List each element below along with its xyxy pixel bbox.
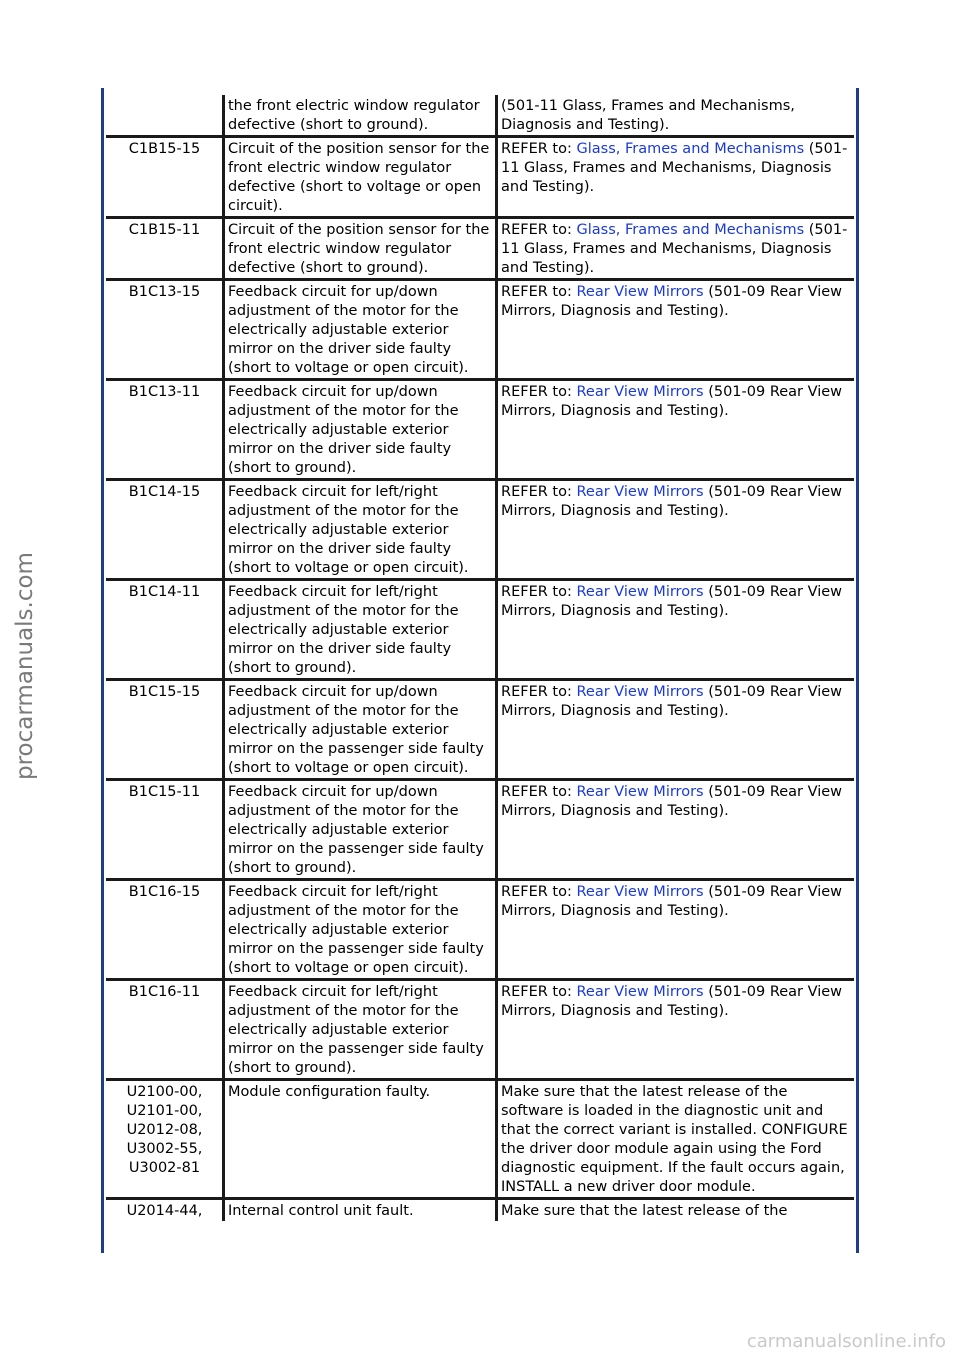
action-text: REFER to: (501, 784, 577, 800)
action-reference-text: (501-11 Glass, Frames and Mechanisms, Diagnosis and Testing). (501, 222, 848, 276)
dtc-condition: Feedback circuit for left/right adjustment of the motor for the electrically adjustable exterior mirror on the passenger side faulty (short to voltage or open circuit). (224, 880, 497, 980)
refer-link[interactable]: Rear View Mirrors (576, 484, 704, 500)
dtc-condition: the front electric window regulator defective (short to ground). (224, 95, 497, 137)
dtc-condition: Feedback circuit for up/down adjustment of the motor for the electrically adjustable exterior mirror on the driver side faulty (short to voltage or open circuit). (224, 280, 497, 380)
action-reference-text: (501-11 Glass, Frames and Mechanisms, Diagnosis and Testing). (501, 141, 848, 195)
dtc-condition: Feedback circuit for up/down adjustment of the motor for the electrically adjustable exterior mirror on the passenger side faulty (short to ground). (224, 780, 497, 880)
dtc-code: B1C14-11 (106, 580, 224, 680)
dtc-action (497, 137, 855, 218)
dtc-code: B1C16-11 (106, 980, 224, 1080)
dtc-condition: Feedback circuit for left/right adjustment of the motor for the electrically adjustable exterior mirror on the passenger side faulty (short to ground). (224, 980, 497, 1080)
action-text: REFER to: (501, 584, 577, 600)
dtc-code: B1C16-15 (106, 880, 224, 980)
action-reference-text: (501-09 Rear View Mirrors, Diagnosis and Testing). (501, 584, 843, 619)
table-row (106, 880, 854, 980)
action-text: REFER to: (501, 384, 577, 400)
action-text: Make sure that the latest release of the (501, 1203, 788, 1219)
dtc-action (497, 480, 855, 580)
dtc-condition: Feedback circuit for left/right adjustment of the motor for the electrically adjustable exterior mirror on the driver side faulty (short to voltage or open circuit). (224, 480, 497, 580)
dtc-action (497, 95, 855, 137)
dtc-action (497, 1080, 855, 1199)
dtc-code: B1C13-15 (106, 280, 224, 380)
action-text: REFER to: (501, 984, 577, 1000)
action-reference-text: (501-09 Rear View Mirrors, Diagnosis and Testing). (501, 284, 843, 319)
dtc-table (106, 95, 854, 1221)
refer-link[interactable]: Rear View Mirrors (576, 884, 704, 900)
action-text: Make sure that the latest release of the software is loaded in the diagnostic unit and that the correct variant is installed. CONFIGURE the driver door module again using the Ford diagnostic equipment. If the fault occurs again, INSTALL a new driver door module. (501, 1084, 848, 1195)
action-reference-text: (501-09 Rear View Mirrors, Diagnosis and Testing). (501, 484, 843, 519)
dtc-action (497, 680, 855, 780)
table-row (106, 137, 854, 218)
refer-link[interactable]: Rear View Mirrors (576, 584, 704, 600)
page-right-rule (856, 88, 859, 1253)
dtc-action (497, 380, 855, 480)
action-reference-text: (501-09 Rear View Mirrors, Diagnosis and Testing). (501, 384, 843, 419)
dtc-action (497, 880, 855, 980)
table-row (106, 680, 854, 780)
dtc-condition: Internal control unit fault. (224, 1199, 497, 1222)
table-row (106, 1199, 854, 1222)
page-left-rule (101, 88, 104, 1253)
dtc-condition: Circuit of the position sensor for the front electric window regulator defective (short to voltage or open circuit). (224, 137, 497, 218)
dtc-action (497, 580, 855, 680)
table-row (106, 480, 854, 580)
dtc-code: C1B15-15 (106, 137, 224, 218)
refer-link[interactable]: Rear View Mirrors (576, 384, 704, 400)
table-row (106, 218, 854, 280)
action-reference-text: (501-11 Glass, Frames and Mechanisms, Diagnosis and Testing). (501, 98, 795, 133)
table-row (106, 380, 854, 480)
dtc-condition: Feedback circuit for up/down adjustment of the motor for the electrically adjustable exterior mirror on the passenger side faulty (short to voltage or open circuit). (224, 680, 497, 780)
dtc-action (497, 218, 855, 280)
table-row (106, 280, 854, 380)
table-row (106, 780, 854, 880)
action-reference-text: (501-09 Rear View Mirrors, Diagnosis and Testing). (501, 684, 843, 719)
dtc-code: U2014-44, (126, 1203, 203, 1219)
table-row (106, 95, 854, 137)
dtc-code: C1B15-11 (106, 218, 224, 280)
dtc-code (106, 95, 224, 137)
dtc-action (497, 280, 855, 380)
refer-link[interactable]: Rear View Mirrors (576, 284, 704, 300)
dtc-code: B1C13-11 (106, 380, 224, 480)
dtc-action (497, 780, 855, 880)
table-row (106, 1080, 854, 1199)
action-reference-text: (501-09 Rear View Mirrors, Diagnosis and Testing). (501, 784, 843, 819)
dtc-condition: Circuit of the position sensor for the front electric window regulator defective (short to ground). (224, 218, 497, 280)
dtc-condition: Feedback circuit for up/down adjustment of the motor for the electrically adjustable exterior mirror on the driver side faulty (short to ground). (224, 380, 497, 480)
dtc-action (497, 1199, 855, 1222)
dtc-condition: Feedback circuit for left/right adjustment of the motor for the electrically adjustable exterior mirror on the driver side faulty (short to ground). (224, 580, 497, 680)
dtc-code: B1C14-15 (106, 480, 224, 580)
refer-link[interactable]: Rear View Mirrors (576, 684, 704, 700)
table-row (106, 980, 854, 1080)
action-text: REFER to: (501, 222, 577, 238)
refer-link[interactable]: Glass, Frames and Mechanisms (576, 141, 805, 157)
refer-link[interactable]: Rear View Mirrors (576, 984, 704, 1000)
dtc-action (497, 980, 855, 1080)
action-text: REFER to: (501, 884, 577, 900)
action-text: REFER to: (501, 141, 577, 157)
refer-link[interactable]: Glass, Frames and Mechanisms (576, 222, 805, 238)
action-reference-text: (501-09 Rear View Mirrors, Diagnosis and Testing). (501, 884, 843, 919)
dtc-code: U2100-00, U2101-00, U2012-08, U3002-55, U3002-81 (106, 1080, 224, 1199)
table-row (106, 580, 854, 680)
refer-link[interactable]: Rear View Mirrors (576, 784, 704, 800)
action-text: REFER to: (501, 684, 577, 700)
bottom-watermark: carmanualsonline.info (746, 1331, 946, 1352)
dtc-condition: Module configuration faulty. (224, 1080, 497, 1199)
action-text: REFER to: (501, 284, 577, 300)
action-reference-text: (501-09 Rear View Mirrors, Diagnosis and Testing). (501, 984, 843, 1019)
dtc-code: B1C15-15 (106, 680, 224, 780)
dtc-code: B1C15-11 (106, 780, 224, 880)
side-watermark: procarmanuals.com (12, 552, 38, 780)
action-text: REFER to: (501, 484, 577, 500)
